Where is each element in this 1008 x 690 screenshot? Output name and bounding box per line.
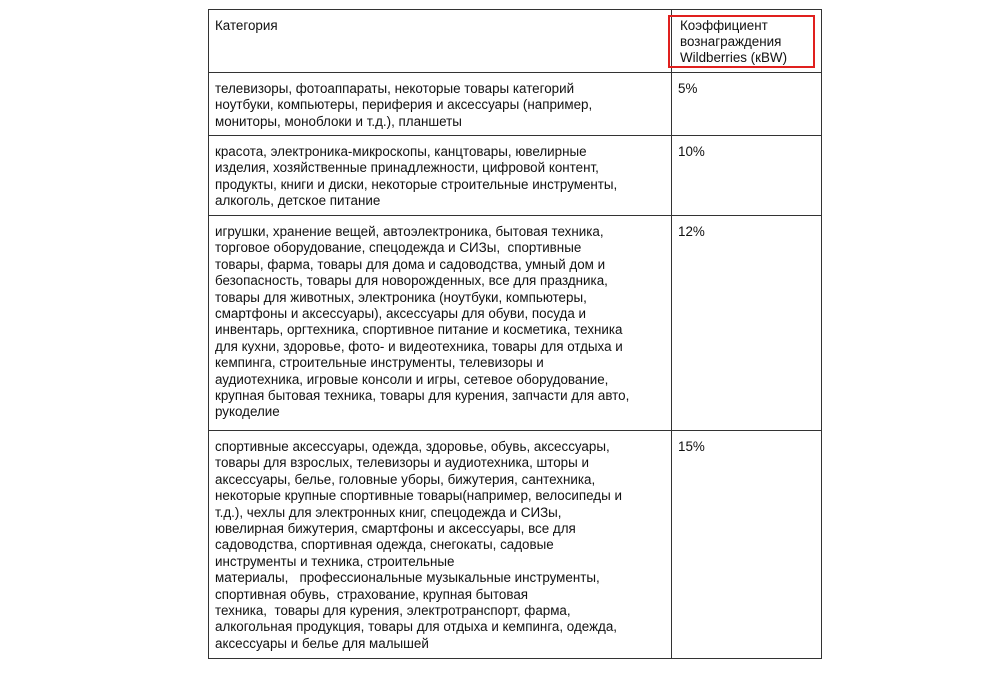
table-row <box>209 136 822 216</box>
category-cell <box>209 136 672 216</box>
category-line: материалы, профессиональные музыкальные инструменты, <box>215 570 600 586</box>
category-line: крупная бытовая техника, товары для курения, запчасти для авто, <box>215 388 630 404</box>
category-line: инвентарь, оргтехника, спортивное питание и косметика, техника <box>215 322 623 338</box>
category-line: изделия, хозяйственные принадлежности, цифровой контент, <box>215 160 599 176</box>
header-category-cell <box>209 10 672 73</box>
category-line: мониторы, моноблоки и т.д.), планшеты <box>215 113 462 129</box>
category-line: игрушки, хранение вещей, автоэлектроника, бытовая техника, <box>215 224 604 239</box>
coefficient-value: 15% <box>678 439 705 454</box>
coefficient-value: 10% <box>678 144 705 159</box>
category-line: ювелирная бижутерия, смартфоны и аксессуары, все для <box>215 521 576 537</box>
category-line: аксессуары и белье для малышей <box>215 635 429 651</box>
category-line: телевизоры, фотоаппараты, некоторые товары категорий <box>215 81 575 96</box>
header-coefficient-cell <box>672 10 822 73</box>
category-cell <box>209 73 672 136</box>
category-line: спортивные аксессуары, одежда, здоровье, обувь, аксессуары, <box>215 439 610 454</box>
category-line: безопасность, товары для новорожденных, все для праздника, <box>215 273 608 289</box>
category-line: рукоделие <box>215 404 280 420</box>
table-row <box>209 73 822 136</box>
header-coefficient-line: Коэффициент <box>680 18 768 33</box>
category-line: товары для взрослых, телевизоры и аудиотехника, шторы и <box>215 455 589 471</box>
category-line: техника, товары для курения, электротранспорт, фарма, <box>215 603 571 619</box>
category-line: смартфоны и аксессуары), аксессуары для обуви, посуда и <box>215 306 587 322</box>
header-coefficient-line: вознаграждения <box>680 33 782 49</box>
coefficient-value: 5% <box>678 81 698 96</box>
table-row <box>209 216 822 431</box>
category-line: кемпинга, строительные инструменты, телевизоры и <box>215 355 544 371</box>
header-coefficient-line: Wildberries (кBW) <box>680 49 788 65</box>
coefficient-value: 12% <box>678 224 705 239</box>
category-line: аудиотехника, игровые консоли и игры, сетевое оборудование, <box>215 371 609 387</box>
category-line: торговое оборудование, спецодежда и СИЗы, спортивные <box>215 240 582 256</box>
category-line: т.д.), чехлы для электронных книг, спецодежда и СИЗы, <box>215 504 562 520</box>
table-row <box>209 431 822 659</box>
category-line: для кухни, здоровье, фото- и видеотехника, товары для отдыха и <box>215 338 623 354</box>
category-line: товары для животных, электроника (ноутбуки, компьютеры, <box>215 289 587 305</box>
category-line: красота, электроника-микроскопы, канцтовары, ювелирные <box>215 144 587 159</box>
table-header-row <box>209 10 822 73</box>
category-line: товары, фарма, товары для дома и садоводства, умный дом и <box>215 256 606 272</box>
category-line: инструменты и техника, строительные <box>215 553 455 569</box>
category-cell <box>209 216 672 431</box>
coefficient-cell <box>672 216 822 431</box>
category-line: аксессуары, белье, головные уборы, бижутерия, сантехника, <box>215 471 596 487</box>
coefficient-cell <box>672 431 822 659</box>
coefficient-cell <box>672 73 822 136</box>
category-line: алкоголь, детское питание <box>215 193 381 209</box>
coefficient-cell <box>672 136 822 216</box>
category-line: некоторые крупные спортивные товары(например, велосипеды и <box>215 488 622 504</box>
category-line: ноутбуки, компьютеры, периферия и аксессуары (например, <box>215 97 593 113</box>
category-cell <box>209 431 672 659</box>
commission-table <box>208 9 822 659</box>
category-line: садоводства, спортивная одежда, снегокаты, садовые <box>215 537 554 553</box>
category-line: спортивная обувь, страхование, крупная бытовая <box>215 586 529 602</box>
category-line: алкогольная продукция, товары для отдыха и кемпинга, одежда, <box>215 619 618 635</box>
category-line: продукты, книги и диски, некоторые строительные инструменты, <box>215 176 618 192</box>
header-category-label: Категория <box>215 18 278 33</box>
